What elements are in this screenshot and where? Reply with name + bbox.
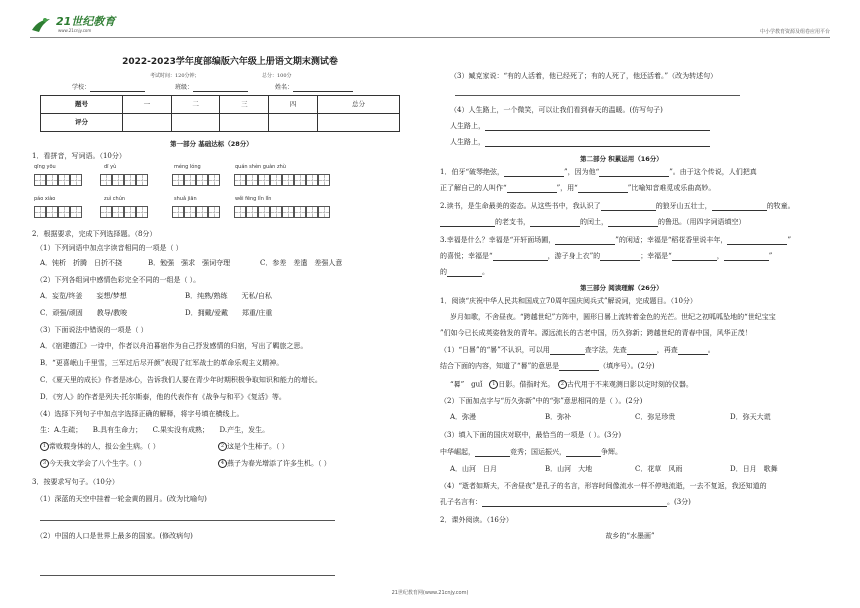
q2-4-item: 1 常败瑕身体的人，报公金生病。（ ） bbox=[40, 442, 160, 451]
option-a: A．弥漫 bbox=[450, 413, 477, 421]
q2-4-item: 4 燕子为春光增添了许多生机。（ ） bbox=[218, 459, 331, 468]
writing-box[interactable] bbox=[246, 206, 258, 218]
logo-text: 21世纪教育 bbox=[56, 15, 116, 28]
option-b: B．“更喜岷山千里雪，三军过后尽开颜”表现了红军战士的革命乐观主义精神。 bbox=[40, 359, 284, 367]
writing-box[interactable] bbox=[124, 174, 136, 186]
option-c: C．顽强/顽固 教导/教唆 bbox=[40, 309, 128, 317]
q3-prompt: 3．按要求写句子。（10分） bbox=[32, 478, 119, 486]
answer-line[interactable] bbox=[455, 95, 740, 96]
r4-prompt: （4）人生路上，一个微笑，可以让我们看到春天的温暖。(仿写句子) bbox=[450, 106, 663, 114]
score-table-header bbox=[41, 96, 400, 114]
rd1-prompt: 1．阅读“庆祝中华人民共和国成立70周年国庆阅兵式”解说词，完成题目。（10分） bbox=[440, 297, 697, 305]
p1-line2: 正了解自己的人叫作“ ”，用“ ”比喻知音难觅或乐曲高妙。 bbox=[440, 184, 716, 192]
option-d: D．《穷人》的作者是列夫·托尔斯泰，他的代表作有《战争与和平》《复活》等。 bbox=[40, 393, 286, 401]
option-d: D．日月 歌舞 bbox=[730, 465, 778, 473]
pinyin-label: páo xiào bbox=[34, 196, 56, 202]
p2-line1: 2.读书，是生命最美的姿态。从这些书中，我认识了 的狼牙山五壮士， 的牧童。 bbox=[440, 202, 795, 210]
option-c: C．参差 差遣 差强人意 bbox=[260, 259, 343, 267]
pinyin-label: quán shèn guàn zhù bbox=[235, 164, 286, 170]
r3-prompt: （3）臧克家说：“有的人活着，他已经死了；有的人死了，他还活着。”（改为转述句） bbox=[450, 72, 718, 80]
option-b: B．纯熟/熟练 无私/自私 bbox=[185, 292, 272, 300]
q2-4-definitions: 生：A.生疏； B.具有生命力； C.果实没有成熟； D.产生，发生。 bbox=[40, 426, 270, 434]
part3-heading: 第三部分 阅读理解（26分） bbox=[580, 284, 663, 292]
rd1-passage-line: 岁月如歌，不舍昼夜。“跨越世纪”方阵中，圆形日晷上流转着金色的光芒。世纪之初呱呱坠地的“世纪宝宝 bbox=[450, 313, 776, 321]
rd1-q2: （2）下面加点字与“历久弥新”中的“弥”意思相同的是（ ）。(2分) bbox=[440, 397, 643, 405]
pinyin-label: zuì chún bbox=[104, 196, 126, 202]
writing-box[interactable] bbox=[34, 174, 46, 186]
writing-box[interactable] bbox=[234, 174, 246, 186]
p1-line1: 1．伯牙“破琴绝弦， ”，因为他“ ”。由于这个传说，人们把真 bbox=[440, 168, 757, 176]
circled-number-icon: 1 bbox=[40, 442, 49, 451]
writing-box[interactable] bbox=[196, 206, 208, 218]
writing-box[interactable] bbox=[46, 206, 58, 218]
option-a: A．钝析 折腾 日折不挠 bbox=[40, 259, 123, 267]
rd1-q3-couplet: 中华崛起， 竞秀；国运振兴， 争辉。 bbox=[440, 448, 622, 456]
score-header-cell: 三 bbox=[220, 96, 269, 114]
writing-box[interactable] bbox=[124, 206, 136, 218]
writing-box[interactable] bbox=[294, 174, 306, 186]
score-cell[interactable] bbox=[317, 114, 399, 132]
option-b: B．弥补 bbox=[545, 413, 572, 421]
q2-1-prompt: （1）下列词语中加点字读音相同的一项是（ ） bbox=[36, 244, 183, 252]
writing-box[interactable] bbox=[58, 206, 70, 218]
p3-line1: 3.幸福是什么？幸福是“开轩面场圃， ”的闲适；幸福是“稻花香里说丰年， ” bbox=[440, 236, 792, 244]
score-header-cell: 一 bbox=[123, 96, 172, 114]
score-cell[interactable] bbox=[123, 114, 172, 132]
student-name-field: 姓名： bbox=[275, 84, 353, 92]
pinyin-label: dī yù bbox=[104, 164, 117, 170]
score-header-cell: 二 bbox=[171, 96, 220, 114]
logo-subtext: www.21cnjy.com bbox=[58, 28, 92, 33]
rd1-q1-dictionary: “晷” guǐ 1 日影。借指时光。 2 古代用于不来观测日影以定时刻的仪器。 bbox=[450, 380, 693, 389]
writing-box[interactable] bbox=[306, 174, 318, 186]
exam-title: 2022-2023学年度部编版六年级上册语文期末测试卷 bbox=[122, 57, 338, 67]
answer-line[interactable] bbox=[40, 575, 335, 576]
rd1-passage-line: ”们如今已长成英姿勃发的青年。源远流长的古老中国，历久弥新；跨越世纪的青春中国，风华正茂！ bbox=[440, 329, 752, 337]
circled-number-icon: 1 bbox=[489, 380, 498, 389]
exam-score: 总分：100分 bbox=[262, 73, 292, 79]
part1-heading: 第一部分 基础达标（28分） bbox=[170, 140, 253, 148]
rd1-q3: （3）填入下面的国庆对联中，最恰当的一项是（ ）。(3分) bbox=[440, 431, 622, 439]
writing-box[interactable] bbox=[100, 206, 112, 218]
writing-box[interactable] bbox=[112, 174, 124, 186]
r4-line-b: 人生路上， bbox=[450, 138, 710, 147]
writing-box[interactable] bbox=[136, 174, 148, 186]
option-a: A．《宿建德江》一诗中，作者以舟泊暮宿作为自己抒发感情的归宿，写出了羁旅之思。 bbox=[40, 342, 308, 350]
score-cell[interactable] bbox=[171, 114, 220, 132]
option-c: C．《夏天里的成长》作者是冰心，告诉我们人要在青少年时期积极争取知识和能力的增长。 bbox=[40, 376, 322, 384]
q2-3-prompt: （3）下面说法中错误的一项是（ ） bbox=[36, 326, 148, 334]
q3-2-prompt: （2）中国的人口是世界上最多的国家。(修改病句) bbox=[36, 532, 193, 540]
writing-box[interactable] bbox=[172, 206, 184, 218]
score-row-label: 评分 bbox=[41, 114, 123, 132]
option-a: A．山河 日月 bbox=[450, 465, 498, 473]
writing-box[interactable] bbox=[318, 174, 330, 186]
circled-number-icon: 2 bbox=[218, 442, 227, 451]
rd2-title: 故乡的“水墨画” bbox=[605, 532, 655, 540]
rd2-prompt: 2．课外阅读。（16分） bbox=[440, 516, 513, 524]
q2-prompt: 2．根据要求，完成下列选择题。（8分） bbox=[32, 230, 157, 238]
circled-number-icon: 2 bbox=[558, 380, 567, 389]
platform-label: 中小学教育资源及组卷应用平台 bbox=[759, 29, 830, 35]
writing-box[interactable] bbox=[234, 206, 246, 218]
writing-box[interactable] bbox=[184, 206, 196, 218]
option-b: B．山河 大地 bbox=[545, 465, 593, 473]
part2-heading: 第二部分 积累运用（16分） bbox=[580, 155, 663, 163]
pinyin-label: qīng yōu bbox=[34, 164, 56, 170]
r4-line-a: 人生路上， bbox=[450, 122, 710, 131]
writing-box[interactable] bbox=[112, 206, 124, 218]
score-cell[interactable] bbox=[269, 114, 318, 132]
answer-line[interactable] bbox=[40, 520, 335, 521]
exam-time: 考试时间：120分钟； bbox=[150, 73, 200, 79]
q2-4-item: 3 今天我文学会了八个生字。（ ） bbox=[40, 459, 146, 468]
rd1-q1: （1）“日晷”的“晷”不认识，可以用 查字法，先查 ，再查 。 bbox=[440, 346, 715, 354]
q2-4-prompt: （4）选择下列句子中加点字选择正确的解释，将字号填在横线上。 bbox=[36, 410, 244, 418]
score-header-cell: 四 bbox=[269, 96, 318, 114]
student-class-field: 班级： bbox=[175, 84, 248, 92]
option-c: C．弥足珍贵 bbox=[635, 413, 676, 421]
writing-box[interactable] bbox=[258, 174, 270, 186]
writing-box[interactable] bbox=[58, 174, 70, 186]
writing-box[interactable] bbox=[46, 174, 58, 186]
score-header-cell: 题号 bbox=[41, 96, 123, 114]
writing-box[interactable] bbox=[184, 174, 196, 186]
rd1-q1-line2: 结合下面的内容，知道了“晷”的意思是 （填序号）。(2分) bbox=[440, 362, 655, 370]
q3-1-prompt: （1）深蓝的天空中挂着一轮金黄的圆月。(改为比喻句) bbox=[36, 495, 207, 503]
writing-box[interactable] bbox=[282, 206, 294, 218]
writing-box[interactable] bbox=[136, 206, 148, 218]
writing-box[interactable] bbox=[258, 206, 270, 218]
writing-box[interactable] bbox=[294, 206, 306, 218]
option-a: A．妄览/终釜 妄想/梦想 bbox=[40, 292, 127, 300]
writing-box[interactable] bbox=[70, 174, 82, 186]
footer-watermark: 21世纪教育网(www.21cnjy.com) bbox=[391, 590, 469, 596]
writing-box[interactable] bbox=[246, 174, 258, 186]
rd1-q4-answer: 孔子名言有： 。(3分) bbox=[440, 498, 691, 506]
circled-number-icon: 3 bbox=[40, 459, 49, 468]
writing-box[interactable] bbox=[208, 206, 220, 218]
writing-box[interactable] bbox=[306, 206, 318, 218]
writing-box[interactable] bbox=[318, 206, 330, 218]
p2-line2: 的老支书， 的闰土， 的鲁迅。（用四字词语填空） bbox=[440, 218, 746, 227]
pinyin-label: wěi fēng lǐn lǐn bbox=[235, 196, 272, 202]
option-d: D．弥天大谎 bbox=[730, 413, 771, 421]
pinyin-label: méng lóng bbox=[174, 164, 201, 170]
q2-4-item: 2 这是个生柿子。（ ） bbox=[218, 442, 289, 451]
q2-2-prompt: （2）下列各组词中感情色彩完全不同的一组是（ ）。 bbox=[36, 276, 201, 284]
score-header-cell: 总分 bbox=[317, 96, 399, 114]
header-divider bbox=[30, 37, 830, 38]
writing-box[interactable] bbox=[196, 174, 208, 186]
p3-line3: 的 。 bbox=[440, 268, 489, 276]
student-school-field: 学校： bbox=[72, 84, 145, 92]
score-cell[interactable] bbox=[220, 114, 269, 132]
writing-box[interactable] bbox=[100, 174, 112, 186]
option-b: B．勉强 强求 强词夺理 bbox=[148, 259, 231, 267]
p3-line2: 的喜悦；幸福是“ ，游子身上衣”的 ；幸福是“ ， ” bbox=[440, 252, 773, 260]
score-table-row bbox=[41, 114, 400, 132]
writing-box[interactable] bbox=[282, 174, 294, 186]
pinyin-label: shuǎ jiān bbox=[174, 196, 197, 202]
writing-box[interactable] bbox=[70, 206, 82, 218]
q1-prompt: 1．看拼音，写词语。（10分） bbox=[32, 152, 126, 160]
writing-box[interactable] bbox=[270, 206, 282, 218]
logo-runner-icon bbox=[30, 16, 52, 34]
writing-box[interactable] bbox=[208, 174, 220, 186]
writing-box[interactable] bbox=[172, 174, 184, 186]
option-d: D．拥戴/爱戴 郑重/庄重 bbox=[185, 309, 273, 317]
rd1-q4: （4）“逝者如斯夫，不舍昼夜”是孔子的名言，形容时间像流水一样不停地流逝，一去不复返，我还知道的 bbox=[440, 482, 767, 490]
writing-box[interactable] bbox=[34, 206, 46, 218]
option-c: C．花草 风雨 bbox=[635, 465, 683, 473]
circled-number-icon: 4 bbox=[218, 459, 227, 468]
writing-box[interactable] bbox=[270, 174, 282, 186]
score-table bbox=[40, 95, 400, 132]
